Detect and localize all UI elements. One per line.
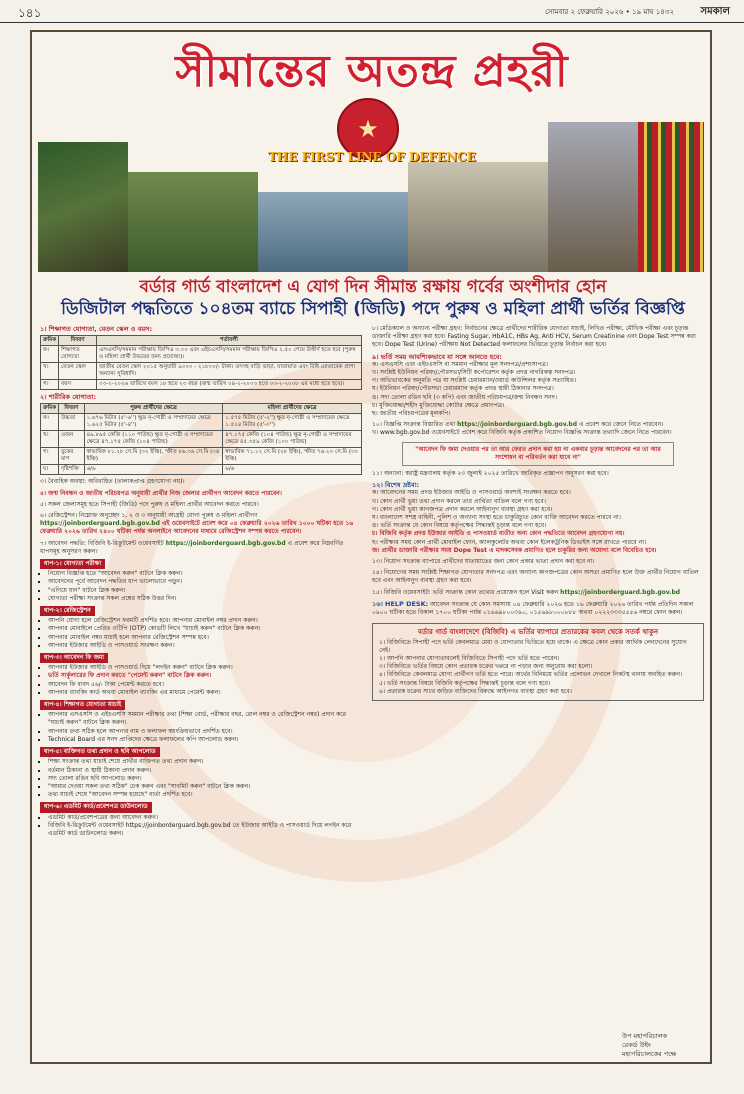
td: ০৩-২-২০২৬ তারিখে বয়স ১৮ হতে ২৩ বছর (জন্ম তারিখ ০৪-২-২০০৩ হতে ০৩-২-২০০৮ এর মধ্যে হতে হবে)।: [97, 380, 362, 390]
table-row: [41, 414, 362, 431]
documents-required: [372, 353, 704, 419]
advertisement-frame: [30, 30, 712, 1064]
travel-allowance-note: ১৩। নিয়োগ সংক্রান্ত ব্যাপারে প্রার্থীদের যাতায়াতের জন্য কোন প্রকার ভাতা প্রদান করা হবে না।: [372, 558, 595, 566]
left-column: [40, 325, 362, 841]
list-item: ▪ "আমার দেওয়া সকল তথ্য সঠিক" চেক করুন এবং "সাবমিট করুন" বাটনে ক্লিক করুন।: [48, 783, 362, 791]
th: বিবরণ: [59, 404, 85, 414]
list-item: ▪ আবেদন ফি বাবদ ৫৬/- টাকা পেমেন্ট করতে হবে।: [48, 681, 362, 689]
td: বুকের মাপ: [59, 448, 85, 465]
medical-test: ৮। মেডিক্যাল ও অন্যান্য পরীক্ষা গ্রহণ: নির্বাচনের ক্ষেত্রে প্রার্থীদের শারীরিক যোগ্যতা যাচাই, লিখিত পরীক্ষা, মৌখিক পরীক্ষা এবং চূড়ান্ত ডাক্তারি পরীক্ষা গ্রহণ করা হবে। Fasting Sugar, HbA1C, HBs Ag, Anti HCV, Serum Creatinine এবং Dope Test সম্পন্ন করা হবে। Dope Test (Urine) পরীক্ষায় Not Detected ফলাফলের ভিত্তিতে চূড়ান্ত নির্বাচন করা হবে।: [372, 325, 696, 349]
list-item: ৫। ভর্তি সংক্রান্ত বিষয়ে বিজিবি কর্তৃপক্ষের সিদ্ধান্তই চূড়ান্ত বলে গণ্য হবে।: [379, 679, 551, 687]
issue-date: সোমবার ২ ফেব্রুয়ারি ২০২৬ • ১৯ মাঘ ১৪৩২: [545, 8, 674, 16]
step-3: [40, 653, 362, 697]
list-item: ৪। বিজিবিতে কেবলমাত্র যোগ্য প্রার্থীগণ ভর্তি হতে পারে। অর্থের বিনিময়ে ভর্তির প্রলোভন দেখালে নিকটস্থ থানায় অবহিত করুন।: [379, 671, 683, 679]
td: ৬/৬: [223, 465, 362, 475]
list-item: ▪ নিয়োগ বিজ্ঞপ্তি হতে "আবেদন করুন" বাটনে ক্লিক করুন।: [48, 570, 362, 578]
list-item: ঙ। ভর্তি সংক্রান্ত যে কোন বিষয়ে কর্তৃপক্ষের সিদ্ধান্তই চূড়ান্ত বলে গণ্য হবে।: [372, 522, 547, 530]
th: শর্তাবলী: [97, 336, 362, 346]
td: বেতন স্কেল: [59, 363, 97, 380]
td: দৃষ্টিশক্তি: [59, 465, 85, 475]
application-method: [40, 540, 362, 556]
list-item: খ। কোন প্রার্থী ভুয়া তথ্য প্রদান করলে তার প্রার্থিতা বাতিল বলে গণ্য হবে।: [372, 497, 546, 505]
th: বিবরণ: [59, 336, 97, 346]
list-item: ▪ আপনি যোগ্য হলে রেজিস্ট্রেশন ফরমটি প্রদর্শিত হবে। আপনার মোবাইল নম্বর প্রদান করুন।: [48, 617, 362, 625]
signatory-behalf: মহাপরিচালকের পক্ষে: [622, 1050, 677, 1058]
jungle-photo: [128, 172, 258, 272]
signatory-title: উপ মহাপরিচালক: [622, 1032, 668, 1040]
list-item: ছ। পরীক্ষার সময় কোন প্রার্থী মোবাইল ফোন, ক্যালকুলেটর অথবা কোন ইলেকট্রনিক ডিভাইস সঙ্গে রাখতে পারবে না।: [372, 538, 647, 546]
visit-text: ১৫। বিজিবি ওয়েবসাইট: ভর্তি সংক্রান্ত কোন তথ্যের প্রয়োজন হলে Visit করুন: [372, 588, 559, 596]
help-desk-title: ১৬। HELP DESK:: [372, 599, 429, 608]
section-education: [40, 325, 362, 390]
headline-primary: বর্ডার গার্ড বাংলাদেশ এ যোগ দিন সীমান্ত রক্ষায় গর্বের অংশীদার হোন: [139, 277, 607, 297]
step-2: [40, 606, 362, 650]
table-row: [41, 380, 362, 390]
list-item: ▪ আপনার মোবাইল নম্বর যাচাই হলে আপনার রেজিস্ট্রেশন সম্পন্ন হবে।: [48, 634, 362, 642]
table-row: [41, 363, 362, 380]
list-item: চ। বিজিবি কর্তৃক প্রদত্ত ইউজার আইডি ও পাসওয়ার্ড ব্যতীত অন্য কোন পদ্ধতিতে আবেদন গ্রহণযোগ্য নয়।: [372, 530, 625, 538]
step-title: ধাপ-২। রেজিস্ট্রেশন: [40, 606, 95, 616]
help-desk-text: আবেদন সংক্রান্ত যে কোন সমস্যায় ০৪ ফেব্রুয়ারি ২০২৬ হতে ১৬ ফেব্রুয়ারি ২০২৬ তারিখ পর্যন্ত প্রতিদিন সকাল ০৯০০ ঘটিকা হতে বিকাল ১৭০০ ঘটিকা পর্যন্ত ০১৬৬৯৮০০৩৯০, ০১৫৬৯৮০০০৮৮৮ অথবা ০২২২৩৩৩৫৫৫৬ নম্বরে ফোন করুন।: [372, 600, 694, 617]
fee-warning-box: "আবেদন ফি জমা দেওয়ার পর তা আর ফেরত প্রদান করা হয় না একবার চূড়ান্ত আবেদনের পর তা আর সংশোধন বা পরিবর্তন করা যাবে না": [402, 442, 674, 466]
step-title: ধাপ-১। যোগ্যতা পরীক্ষা: [40, 559, 105, 569]
list-item: ঙ। সদ্য তোলা রঙিন ছবি (৩ কপি) এবং জাতীয় পরিচয়পত্র/জন্ম নিবন্ধন সনদ।: [372, 393, 557, 401]
website-text: ১০। বিজ্ঞপ্তি সংক্রান্ত বিস্তারিত তথ্য: [372, 421, 456, 429]
registration-para: [40, 512, 362, 537]
td: ক।: [41, 414, 59, 431]
td: খ।: [41, 431, 59, 448]
website-info: [372, 421, 704, 437]
list-item: ক। এসএসসি এবং এইচএসসি বা সমমান পরীক্ষার মূল সনদপত্র/প্রশংসাপত্র।: [372, 360, 548, 368]
list-item: ▪ শিক্ষা সংক্রান্ত তথ্য যাচাই শেষে প্রার্থীর ব্যক্তিগত তথ্য প্রদান করুন।: [48, 758, 362, 766]
parade-photo: [638, 122, 704, 272]
others-para: ১১। অন্যান্য: স্বরাষ্ট্র মন্ত্রণালয় কর্তৃক ২৩ জুলাই ২০২৫ তারিখে জারিকৃত প্রজ্ঞাপন অনুসরণ করা হবে।: [372, 470, 609, 478]
registration-text: ৬। রেজিস্ট্রেশন। নিম্নোক্ত অনুচ্ছেদ ১, ২ ও ৩ অনুযায়ী আগ্রহী যোগ্য পুরুষ ও মহিলা প্রার্থীগণ: [40, 512, 258, 520]
step-4: [40, 700, 362, 744]
domicile-note: ৪। জন্ম নিবন্ধন ও জাতীয় পরিচয়পত্র অনুযায়ী প্রার্থীর নিজ জেলার প্রার্থীগণ আবেদন করতে পারবেন।: [40, 489, 282, 497]
list-item: ▪ ভর্তি সার্কুলারের ফি প্রদান করতে "পেমেন্ট করুন" বাটনে ক্লিক করুন।: [48, 672, 362, 680]
physical-table: [40, 403, 362, 475]
section-title: ২। শারীরিক যোগ্যতা:: [40, 393, 96, 402]
th: মহিলা প্রার্থীদের ক্ষেত্রে: [223, 404, 362, 414]
list-item: গ। অভিভাবকের অনুমতি পত্র যা সংশ্লিষ্ট চেয়ারম্যান/ওয়ার্ড কাউন্সিলর কর্তৃক সত্যায়িত।: [372, 377, 577, 385]
step-title: ধাপ-৬। এডমিট কার্ড/প্রবেশপত্র ডাউনলোড: [40, 802, 152, 812]
list-item: ▪ তথ্য যাচাই শেষে "আবেদন সম্পন্ন হয়েছে" বার্তা প্রদর্শিত হবে।: [48, 791, 362, 799]
step-title: ধাপ-৩। আবেদন ফি জমা: [40, 653, 108, 663]
section-title: ১২। বিশেষ দ্রষ্টব্য:: [372, 481, 420, 490]
step-6: [40, 802, 362, 838]
fraud-warning-title: বর্ডার গার্ড বাংলাদেশে (বিজিবি) এ ভর্তির ব্যাপারে প্রতারকের কবল থেকে সতর্ক থাকুন: [417, 628, 659, 637]
td: ১.৫৭৫ মিটার (৫'-২'') ক্ষুদ্র নৃ-গোষ্ঠী ও সম্প্রদায়ের ক্ষেত্রে ১.৫২৪ মিটার (৫'-০''): [223, 414, 362, 431]
table-row: [41, 346, 362, 363]
education-table: [40, 335, 362, 390]
td: শিক্ষাগত যোগ্যতা: [59, 346, 97, 363]
newspaper-name: সমকাল: [700, 6, 730, 17]
help-desk: [372, 600, 704, 617]
step-1: [40, 559, 362, 603]
newspaper-masthead: [0, 0, 744, 23]
th: ক্রমিক: [41, 336, 59, 346]
td: গ।: [41, 448, 59, 465]
website-link[interactable]: https://joinborderguard.bgb.gov.bd: [457, 421, 578, 429]
list-item: ▪ বর্তমান ঠিকানা ও স্থায়ী ঠিকানা প্রদান করুন।: [48, 767, 362, 775]
tagline: THE FIRST LINE OF DEFENCE: [268, 150, 476, 164]
td: ১.৬৭৬ মিটার (৫'-৬'') ক্ষুদ্র নৃ-গোষ্ঠী ও সম্প্রদায়ের ক্ষেত্রে ১.৬২৫ মিটার (৫'-৪''): [84, 414, 223, 431]
hero-title: সীমান্তের অতন্দ্র প্রহরী: [175, 46, 569, 97]
td: উচ্চতা: [59, 414, 85, 431]
list-item: ▪ এডমিট কার্ড/প্রবেশপত্রের জন্য আবেদন করুন।: [48, 814, 362, 822]
td: স্বাভাবিক ৮১.২৮ সে.মি (৩২ ইঞ্চি), স্ফীত ৮৬.৩৬ সে.মি (৩৪ ইঞ্চি): [84, 448, 223, 465]
list-item: ▪ আপনার তথ্য সঠিক হলে আপনার নাম ও ফলাফল স্বয়ংক্রিয়ভাবে প্রদর্শিত হবে।: [48, 728, 362, 736]
helicopter-photo: [408, 162, 548, 272]
visit-link[interactable]: https://joinborderguard.bgb.gov.bd: [560, 588, 681, 596]
list-item: গ। কোন প্রার্থী ভুয়া কাগজপত্র প্রদান করলে আইনানুগ ব্যবস্থা গ্রহণ করা হবে।: [372, 505, 553, 513]
list-item: জ। প্রার্থীর ডাক্তারি পরীক্ষার সময় Dope Test এ মাদকসেবক প্রমাণিত হলে চাকুরির জন্য অযোগ্য বলে বিবেচিত হবে।: [372, 546, 657, 554]
list-item: ▪ Technical Board এর সনদ প্রাপ্তিদের ক্ষেত্রে ফলাফলের কপি আপলোড করুন।: [48, 736, 362, 744]
list-item: ঘ। বাংলাদেশ সশস্ত্র বাহিনী, পুলিশ ও অন্যান্য সংস্থা হতে চাকুরিচ্যুত কোন ব্যক্তি আবেদন করতে পারবে না।: [372, 514, 621, 522]
td: খ।: [41, 363, 59, 380]
td: ক।: [41, 346, 59, 363]
bgb-website-para: [372, 589, 704, 597]
th: ক্রমিক: [41, 404, 59, 414]
list-item: ১। বিজিবিতে সিপাহী পদে ভর্তি কেবলমাত্র মেধা ও যোগ্যতার ভিত্তিতে হয়ে থাকে। এ ক্ষেত্রে কোন প্রকার আর্থিক লেনদেনের সুযোগ নেই।: [379, 638, 687, 654]
list-item: ৩। বিজিবিতে ভর্তির বিষয়ে কোন প্রতারক চক্রের খপ্পরে না পড়ার জন্য অনুরোধ করা হলো।: [379, 663, 593, 671]
td: এসএসসি/সমমান পরীক্ষায় জিপিএ ৩.০০ এবং এইচএসসি/সমমান পরীক্ষায় জিপিএ ২.৫০ পেয়ে উত্তীর্ণ হতে হবে (পুরুষ ও মহিলা প্রার্থী উভয়ের জন্য প্রযোজ্য)।: [97, 346, 362, 363]
table-row: [41, 431, 362, 448]
headline-secondary: ডিজিটাল পদ্ধতিতে ১০৪তম ব্যাচে সিপাহী (জিডি) পদে পুরুষ ও মহিলা প্রার্থী ভর্তির বিজ্ঞপ্তি: [61, 299, 685, 319]
page-number: ১৪১: [18, 6, 42, 20]
table-row: [41, 448, 362, 465]
list-item: ▪ আপনার এসএসসি ও এইচএসসি সমমান পরীক্ষার তথ্য (শিক্ষা বোর্ড, পরীক্ষার বছর, রোল নম্বর ও রেজিস্ট্রেশন নম্বর) প্রদান করে "যাচাই করুন" বাটনে ক্লিক করুন।: [48, 711, 362, 727]
td: গ।: [41, 380, 59, 390]
list-item: ▪ সদ্য তোলা রঙিন ছবি আপলোড করুন।: [48, 775, 362, 783]
marital-status: ৩। বৈবাহিক অবস্থা: অবিবাহিত (তালাকপ্রাপ্ত গ্রহণযোগ্য নয়)।: [40, 478, 185, 486]
td: ৪৯.৮৯৫ কেজি (১১০ পাউন্ড) ক্ষুদ্র নৃ-গোষ্ঠী ও সম্প্রদায়ের ক্ষেত্রে ৪৭.১৭৫ কেজি (১০৪ পাউন্ড): [84, 431, 223, 448]
emblem-star-icon: ★: [357, 115, 379, 143]
table-row: [41, 465, 362, 475]
list-item: ▪ আপনার ব্যাংকিং কার্ড অথবা মোবাইল ব্যাংকিং এর মাধ্যমে পেমেন্ট করুন।: [48, 689, 362, 697]
website-text-2: এ প্রবেশ করে জেনে নিতে পারবেন।: [578, 421, 664, 429]
bgb-website-note: খ। www.bgb.gov.bd ওয়েবসাইটে প্রবেশ করে বিজিবি কর্তৃক প্রকাশিত নিয়োগ বিজ্ঞপ্তি সংক্রান্ত তথ্যাদি জেনে নিতে পারবেন।: [372, 429, 672, 437]
list-item: ▪ আপনার ইউজার আইডি ও পাসওয়ার্ড দিয়ে "লগইন করুন" বাটনে ক্লিক করুন।: [48, 664, 362, 672]
td: বয়স: [59, 380, 97, 390]
td: ৬/৬: [84, 465, 223, 475]
right-column: [372, 325, 704, 701]
registration-deadline: এই ওয়েবসাইটে প্রবেশ করে ০৪ ফেব্রুয়ারি ২০২৬ তারিখ ১০০০ ঘটিকা হতে ১৬ ফেব্রুয়ারি ২০২৬ তারিখ ২৪০০ ঘটিকা পর্যন্ত অনলাইনে আবেদনের মাধ্যমে রেজিস্ট্রেশন সম্পন্ন করতে পারবেন।: [40, 520, 354, 536]
special-notes: [372, 481, 704, 555]
step-5: [40, 747, 362, 799]
list-item: ▪ আপনার ইউজার আইডি ও পাসওয়ার্ড সংরক্ষণ করুন।: [48, 642, 362, 650]
application-text: ৭। আবেদন পদ্ধতি: বিজিবি ই-রিক্রুটমেন্ট ওয়েবসাইট: [40, 539, 164, 547]
list-item: ▪ বিজিবি ই-রিক্রুটমেন্ট ওয়েবসাইট https://joinborderguard.bgb.gov.bd তে ইউজার আইডি ও পাসওয়ার্ড দিয়ে লগইন করে এডমিট কার্ড ডাউনলোড করুন।: [48, 822, 362, 838]
soldiers-photo: [38, 142, 128, 272]
td: ঘ।: [41, 465, 59, 475]
list-item: ২। আপনি আপনার যোগ্যতাবলেই বিজিবিতে সিপাহী পদে ভর্তি হতে পারেন।: [379, 654, 560, 662]
list-item: খ। সংশ্লিষ্ট ইউনিয়ন পরিষদ/পৌরসভা/সিটি কর্পোরেশন কর্তৃক প্রদত্ত নাগরিকত্ব সনদপত্র।: [372, 369, 576, 377]
list-item: ▪ আপনার মোবাইলে প্রেরিত ওটিপি (OTP) কোডটি লিখে "যাচাই করুন" বাটনে ক্লিক করুন।: [48, 625, 362, 633]
registration-link[interactable]: https://joinborderguard.bgb.gov.bd: [40, 520, 160, 528]
all-districts-note: ৫। সকল জেলাসমূহ হতে সিপাহী (জিডি) পদে পুরুষ ও মহিলা প্রার্থীর আবেদন করতে পারবে।: [40, 500, 259, 508]
list-item: ▪ "এগিয়ে যান" বাটনে ক্লিক করুন।: [48, 587, 362, 595]
list-item: ঘ। ইউনিয়ন পরিষদ/পৌরসভা চেয়ারম্যান কর্তৃক প্রদত্ত স্থায়ী ঠিকানার সনদপত্র।: [372, 385, 554, 393]
list-item: ক। আবেদনের সময় প্রদত্ত ইউজার আইডি ও পাসওয়ার্ড অবশ্যই সংরক্ষণ করতে হবে।: [372, 489, 571, 497]
signatory-wing: রেকর্ড উইং: [622, 1041, 651, 1049]
td: জাতীয় বেতন স্কেল ২০১৫ অনুযায়ী ৯০০০ - ২১৮০০/- টাকা। তৎসহ বাড়ি ভাড়া, যাতায়াত এবং বিধি মোতাবেক প্রাপ্য অন্যান্য সুবিধাদি।: [97, 363, 362, 380]
application-link[interactable]: https://joinborderguard.bgb.gov.bd: [165, 539, 286, 547]
step-title: ধাপ-৪। শিক্ষাগত যোগ্যতা যাচাই: [40, 700, 125, 710]
false-document-note: ১৪। নিয়োগের সময় সংশ্লিষ্ট শিক্ষাগত যোগ্যতার সনদপত্র এবং অন্যান্য কাগজপত্রের কোন অসত্য প্রমাণিত হলে উক্ত প্রার্থীর নিয়োগ বাতিল হবে এবং আইনানুগ ব্যবস্থা গ্রহণ করা হবে।: [372, 569, 699, 585]
td: ৪৭.১৭৫ কেজি (১০৪ পাউন্ড) ক্ষুদ্র নৃ-গোষ্ঠী ও সম্প্রদায়ের ক্ষেত্রে ৪৫.৩৫৯ কেজি (১০০ পাউন্ড): [223, 431, 362, 448]
td: ওজন: [59, 431, 85, 448]
list-item: চ। মুক্তিযোদ্ধা/শহীদ মুক্তিযোদ্ধা কোটার ক্ষেত্রে প্রমাণপত্র।: [372, 401, 505, 409]
list-item: ছ। জাতীয় পরিচয়পত্রের মূলকপি।: [372, 410, 451, 418]
section-physical: [40, 393, 362, 475]
step-title: ধাপ-৫। ব্যক্তিগত তথ্য প্রদান ও ছবি আপলোড: [40, 747, 160, 757]
section-title: ৯। ভর্তি সময় আবশ্যিকভাবে যা সঙ্গে আনতে হবে:: [372, 352, 503, 361]
signature-block: [622, 1032, 676, 1059]
fraud-warning-section: [372, 623, 704, 701]
th: পুরুষ প্রার্থীদের ক্ষেত্রে: [84, 404, 223, 414]
td: স্বাভাবিক ৭১.১২ সে.মি (২৮ ইঞ্চি), স্ফীত ৭৬.২০ সে.মি (৩০ ইঞ্চি): [223, 448, 362, 465]
list-item: ▪ আবেদনের পূর্বে আবেদন পদ্ধতির ধাপ ভালোভাবে পড়ুন।: [48, 578, 362, 586]
section-title: ১। শিক্ষাগত যোগ্যতা, বেতন স্কেল ও বয়স:: [40, 325, 153, 333]
application-text-2: এ প্রবেশ করে নিম্নবর্ণিত ধাপসমূহ অনুসরণ করুন।: [40, 539, 344, 555]
list-item: ▪ যোগ্যতা পরীক্ষা সংক্রান্ত সকল প্রশ্নের সঠিক উত্তর দিন।: [48, 595, 362, 603]
list-item: ৬। প্রতারক চক্রের সাথে জড়িত ব্যক্তিদের বিরুদ্ধে আইনগত ব্যবস্থা গ্রহণ করা হবে।: [379, 687, 572, 695]
